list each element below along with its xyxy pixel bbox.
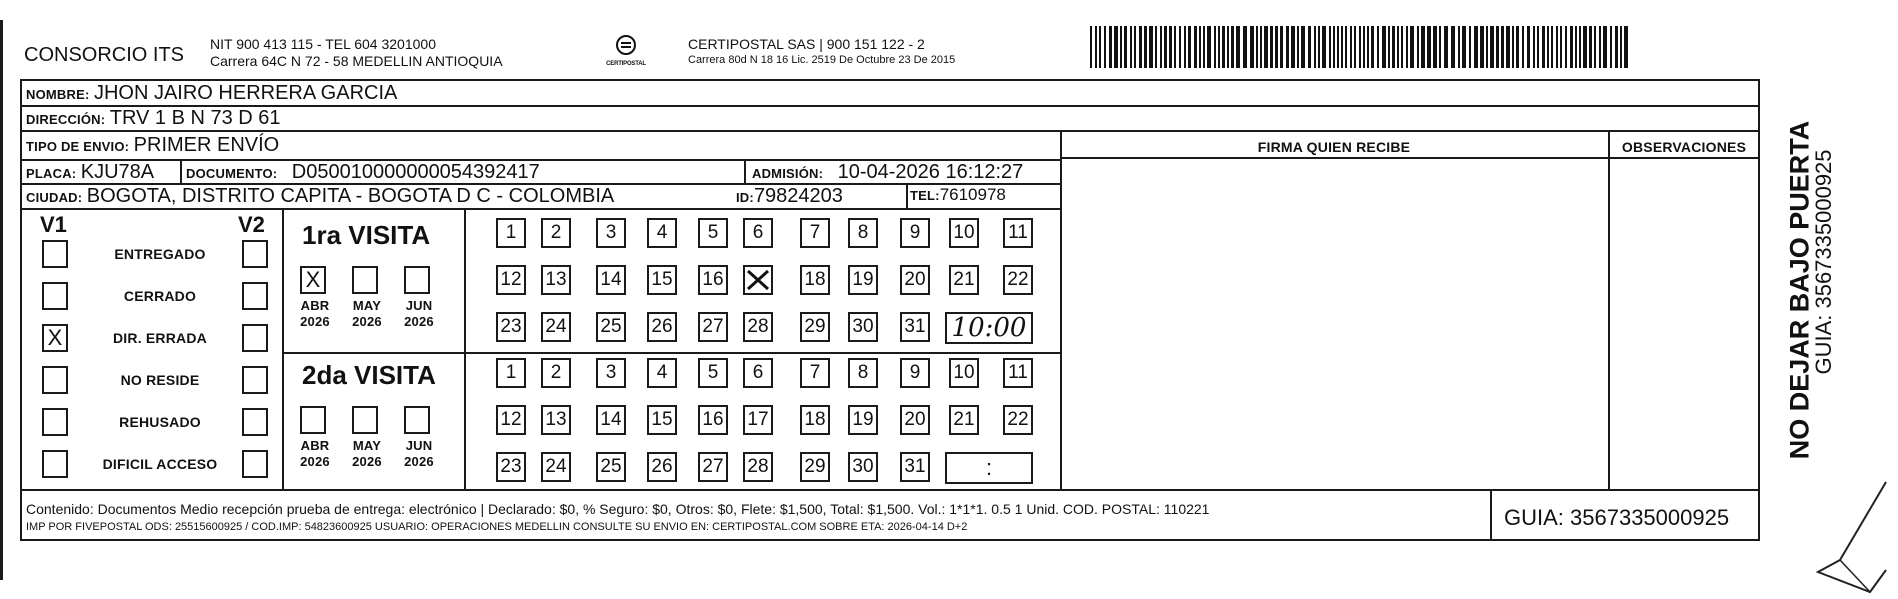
second-day-box[interactable]: 1 xyxy=(496,358,526,388)
barcode-bar xyxy=(1560,26,1562,68)
second-day-box[interactable]: 20 xyxy=(900,405,930,435)
barcode-bar xyxy=(1250,26,1254,68)
reason-label: DIR. ERRADA xyxy=(113,330,207,346)
barcode-bar xyxy=(1624,26,1628,68)
barcode-bar xyxy=(1589,26,1592,68)
first-year-label: 2026 xyxy=(404,314,434,329)
second-day-box[interactable]: 8 xyxy=(848,358,878,388)
first-day-box[interactable]: 14 xyxy=(596,265,626,295)
barcode-bar xyxy=(1231,26,1234,68)
barcode-bar xyxy=(1421,26,1425,68)
first-day-box[interactable]: 18 xyxy=(800,265,830,295)
second-day-box[interactable]: 18 xyxy=(800,405,830,435)
second-month-checkbox[interactable] xyxy=(404,406,430,434)
barcode-bar xyxy=(1155,26,1157,68)
imp-line: IMP POR FIVEPOSTAL ODS: 25515600925 / COD.IMP: 54823600925 USUARIO: OPERACIONES MEDELLIN CONSULTE SU ENVIO EN: CERTIPOSTAL.COM SOBRE ETA: 2026-04-14 D+2 xyxy=(26,521,968,533)
v2-checkbox[interactable] xyxy=(242,282,268,310)
second-day-box[interactable]: 5 xyxy=(698,358,728,388)
barcode-bar xyxy=(1474,26,1478,68)
second-day-box[interactable]: 25 xyxy=(596,452,626,482)
barcode-bar xyxy=(1354,26,1356,68)
barcode-bar xyxy=(1501,26,1504,68)
document-label: DOCUMENTO: xyxy=(186,166,278,181)
barcode-bar xyxy=(1542,26,1545,68)
barcode-bar xyxy=(1397,26,1399,68)
admission-cell xyxy=(752,161,1023,184)
barcode-bar xyxy=(1551,26,1553,68)
barcode-bar xyxy=(1565,26,1567,68)
barcode-bar xyxy=(1575,26,1577,68)
second-day-box[interactable]: 12 xyxy=(496,405,526,435)
barcode-bar xyxy=(1236,26,1240,68)
barcode-bar xyxy=(1297,26,1299,68)
second-day-box[interactable]: 6 xyxy=(743,358,773,388)
barcode-bar xyxy=(1227,26,1229,68)
barcode-bar xyxy=(1458,26,1460,68)
barcode-bar xyxy=(1264,26,1268,68)
corner-fold-mark xyxy=(1810,480,1890,595)
second-day-box[interactable]: 31 xyxy=(900,452,930,482)
barcode-bar xyxy=(1280,26,1283,68)
barcode-bar xyxy=(1599,26,1601,68)
city-label: CIUDAD: xyxy=(26,190,83,205)
footer-guia: GUIA: 3567335000925 xyxy=(1504,505,1730,530)
second-day-box[interactable]: 9 xyxy=(900,358,930,388)
first-month-label: JUN xyxy=(405,298,433,313)
barcode-bar xyxy=(1359,26,1361,68)
document-cell xyxy=(186,161,540,184)
v2-checkbox[interactable] xyxy=(242,366,268,394)
first-day-box[interactable]: 10 xyxy=(949,218,979,248)
first-day-box[interactable]: 15 xyxy=(647,265,677,295)
barcode-bar xyxy=(1164,26,1167,68)
second-day-box[interactable]: 27 xyxy=(698,452,728,482)
first-month-checkbox[interactable] xyxy=(404,266,430,294)
barcode-bar xyxy=(1260,26,1262,68)
barcode-bar xyxy=(1594,26,1596,68)
recipient-address: TRV 1 B N 73 D 61 xyxy=(109,107,281,129)
barcode-bar xyxy=(1547,26,1549,68)
first-day-box[interactable]: 1 xyxy=(496,218,526,248)
barcode-bar xyxy=(1433,26,1437,68)
barcode-bar xyxy=(1144,26,1147,68)
barcode-bar xyxy=(1149,26,1153,68)
v1-checkbox[interactable] xyxy=(42,408,68,436)
barcode-bar xyxy=(1522,26,1524,68)
tel-cell xyxy=(910,185,1006,205)
id-cell xyxy=(736,185,843,208)
first-day-box[interactable]: 31 xyxy=(900,312,930,342)
barcode xyxy=(1090,26,1630,70)
second-day-box[interactable]: 3 xyxy=(596,358,626,388)
second-day-box[interactable]: 15 xyxy=(647,405,677,435)
first-month-checkbox[interactable]: X xyxy=(300,266,326,294)
tel-value: 7610978 xyxy=(939,185,1006,204)
first-day-box[interactable]: 13 xyxy=(541,265,571,295)
second-visit-title: 2da VISITA xyxy=(302,360,436,390)
v1-header: V1 xyxy=(40,212,67,237)
plate-value: KJU78A xyxy=(80,161,155,183)
barcode-bar xyxy=(1583,26,1587,68)
first-month-label: MAY xyxy=(352,298,382,313)
barcode-bar xyxy=(1427,26,1431,68)
v2-checkbox[interactable] xyxy=(242,324,268,352)
first-day-box[interactable]: 26 xyxy=(647,312,677,342)
first-day-box[interactable]: 5 xyxy=(698,218,728,248)
certipostal-logo xyxy=(598,34,654,72)
logo-icon xyxy=(613,34,639,56)
second-day-box[interactable]: 11 xyxy=(1003,358,1033,388)
first-day-box[interactable]: 9 xyxy=(900,218,930,248)
first-day-box[interactable]: 29 xyxy=(800,312,830,342)
second-day-box[interactable]: 21 xyxy=(949,405,979,435)
barcode-bar xyxy=(1537,26,1539,68)
reason-label: NO RESIDE xyxy=(120,372,200,388)
barcode-bar xyxy=(1218,26,1220,68)
second-day-box[interactable]: 4 xyxy=(647,358,677,388)
barcode-bar xyxy=(1308,26,1311,68)
barcode-bar xyxy=(1275,26,1278,68)
logo-text: CERTIPOSTAL xyxy=(606,61,646,67)
barcode-bar xyxy=(1139,26,1142,68)
barcode-bar xyxy=(1120,26,1122,68)
plate-cell xyxy=(26,161,154,184)
barcode-bar xyxy=(1490,26,1494,68)
reason-label: DIFICIL ACCESO xyxy=(102,456,218,472)
barcode-bar xyxy=(1130,26,1132,68)
side-warning: NO DEJAR BAJO PUERTA xyxy=(1784,120,1815,460)
barcode-bar xyxy=(1516,26,1519,68)
barcode-bar xyxy=(1610,26,1612,68)
barcode-bar xyxy=(1095,26,1097,68)
barcode-bar xyxy=(1512,26,1514,68)
second-day-box[interactable]: 16 xyxy=(698,405,728,435)
second-day-box[interactable]: 2 xyxy=(541,358,571,388)
barcode-bar xyxy=(1099,26,1101,68)
barcode-bar xyxy=(1345,26,1347,68)
city-cell xyxy=(26,185,614,208)
second-month-label: MAY xyxy=(352,438,382,453)
first-month-label: ABR xyxy=(300,298,330,313)
name-label: NOMBRE: xyxy=(26,87,90,102)
shipping-label: TIPO DE ENVIO: xyxy=(26,139,130,154)
second-day-box[interactable]: 19 xyxy=(848,405,878,435)
barcode-bar xyxy=(1388,26,1390,68)
v1-checkbox[interactable]: X xyxy=(42,324,68,352)
carrier-address: Carrera 80d N 18 16 Lic. 2519 De Octubre 23 De 2015 xyxy=(688,54,956,66)
first-year-label: 2026 xyxy=(352,314,382,329)
barcode-bar xyxy=(1169,26,1172,68)
barcode-bar xyxy=(1337,26,1339,68)
first-month-checkbox[interactable] xyxy=(352,266,378,294)
first-day-box[interactable]: 2 xyxy=(541,218,571,248)
second-time-box[interactable]: : xyxy=(945,452,1033,484)
company-nit: NIT 900 413 115 - TEL 604 3201000 xyxy=(210,36,436,52)
first-visit-title: 1ra VISITA xyxy=(302,220,431,250)
v2-checkbox[interactable] xyxy=(242,450,268,478)
first-day-box[interactable]: 4 xyxy=(647,218,677,248)
barcode-bar xyxy=(1410,26,1414,68)
barcode-bar xyxy=(1194,26,1197,68)
signature-header: FIRMA QUIEN RECIBE xyxy=(1257,139,1411,155)
barcode-bar xyxy=(1286,26,1289,68)
first-day-box[interactable]: 20 xyxy=(900,265,930,295)
barcode-bar xyxy=(1322,26,1326,68)
barcode-bar xyxy=(1603,26,1607,68)
first-time-box[interactable]: 10:00 xyxy=(945,312,1033,344)
admission-value: 10-04-2026 16:12:27 xyxy=(837,161,1024,183)
second-day-box[interactable]: 13 xyxy=(541,405,571,435)
second-day-box[interactable]: 10 xyxy=(949,358,979,388)
first-day-box[interactable]: 12 xyxy=(496,265,526,295)
content-line: Contenido: Documentos Medio recepción prueba de entrega: electrónico | Declarado: $0, % Seguro: $0, Otros: $0, Flete: $1,500, Total: $1,500. Vol.: 1*1*1. 0.5 1 Unid. COD. POSTAL: 110221 xyxy=(26,501,1210,517)
barcode-bar xyxy=(1184,26,1186,68)
barcode-bar xyxy=(1291,26,1295,68)
barcode-bar xyxy=(1350,26,1352,68)
barcode-bar xyxy=(1480,26,1484,68)
shipping-type: PRIMER ENVÍO xyxy=(133,134,280,156)
plate-label: PLACA: xyxy=(26,166,77,181)
recipient-name: JHON JAIRO HERRERA GARCIA xyxy=(93,82,398,104)
barcode-bar xyxy=(1203,26,1205,68)
city-value: BOGOTA, DISTRITO CAPITA - BOGOTA D C - COLOMBIA xyxy=(86,185,615,207)
barcode-bar xyxy=(1615,26,1618,68)
barcode-bar xyxy=(1222,26,1225,68)
v2-checkbox[interactable] xyxy=(242,240,268,268)
barcode-bar xyxy=(1134,26,1136,68)
barcode-bar xyxy=(1160,26,1162,68)
company-name: CONSORCIO ITS xyxy=(24,44,185,66)
barcode-bar xyxy=(1329,26,1331,68)
second-day-box[interactable]: 24 xyxy=(541,452,571,482)
barcode-bar xyxy=(1270,26,1273,68)
barcode-bar xyxy=(1243,26,1247,68)
second-day-box[interactable]: 23 xyxy=(496,452,526,482)
v1-checkbox[interactable] xyxy=(42,240,68,268)
barcode-bar xyxy=(1377,26,1379,68)
barcode-bar xyxy=(1367,26,1369,68)
second-month-label: ABR xyxy=(300,438,330,453)
barcode-bar xyxy=(1314,26,1316,68)
v1-checkbox[interactable] xyxy=(42,282,68,310)
carrier-name: CERTIPOSTAL SAS | 900 151 122 - 2 xyxy=(688,36,925,52)
side-guia: GUIA: 3567335000925 xyxy=(1811,149,1836,375)
barcode-bar xyxy=(1469,26,1471,68)
barcode-bar xyxy=(1620,26,1622,68)
first-day-box[interactable]: 7 xyxy=(800,218,830,248)
address-label: DIRECCIÓN: xyxy=(26,112,106,127)
observations-header: OBSERVACIONES xyxy=(1621,139,1747,155)
barcode-bar xyxy=(1214,26,1216,68)
barcode-bar xyxy=(1207,26,1211,68)
name-row xyxy=(26,82,397,105)
barcode-bar xyxy=(1444,26,1448,68)
v1-checkbox[interactable] xyxy=(42,450,68,478)
second-year-label: 2026 xyxy=(404,454,434,469)
tel-label: TEL: xyxy=(910,188,940,203)
barcode-bar xyxy=(1109,26,1112,68)
barcode-bar xyxy=(1496,26,1499,68)
first-day-box[interactable]: 11 xyxy=(1003,218,1033,248)
company-address: Carrera 64C N 72 - 58 MEDELLIN ANTIOQUIA xyxy=(210,53,503,69)
barcode-bar xyxy=(1090,26,1092,68)
cross-mark-icon xyxy=(745,267,771,293)
first-day-box[interactable]: 30 xyxy=(848,312,878,342)
barcode-bar xyxy=(1104,26,1106,68)
v2-checkbox[interactable] xyxy=(242,408,268,436)
first-day-box[interactable]: 19 xyxy=(848,265,878,295)
barcode-bar xyxy=(1392,26,1395,68)
v1-checkbox[interactable] xyxy=(42,366,68,394)
barcode-bar xyxy=(1363,26,1365,68)
second-day-box[interactable]: 14 xyxy=(596,405,626,435)
barcode-bar xyxy=(1439,26,1441,68)
second-month-checkbox[interactable] xyxy=(300,406,326,434)
second-day-box[interactable]: 28 xyxy=(743,452,773,482)
barcode-bar xyxy=(1179,26,1181,68)
document-value: D050010000000054392417 xyxy=(291,161,540,183)
second-day-box[interactable]: 7 xyxy=(800,358,830,388)
barcode-bar xyxy=(1462,26,1466,68)
first-day-box[interactable] xyxy=(743,265,773,295)
first-day-box[interactable]: 28 xyxy=(743,312,773,342)
second-day-box[interactable]: 17 xyxy=(743,405,773,435)
barcode-bar xyxy=(1114,26,1118,68)
barcode-bar xyxy=(1371,26,1374,68)
barcode-bar xyxy=(1406,26,1408,68)
barcode-bar xyxy=(1199,26,1201,68)
first-day-box[interactable]: 3 xyxy=(596,218,626,248)
barcode-bar xyxy=(1570,26,1573,68)
second-month-checkbox[interactable] xyxy=(352,406,378,434)
address-row xyxy=(26,107,281,130)
second-month-label: JUN xyxy=(405,438,433,453)
first-day-box[interactable]: 22 xyxy=(1003,265,1033,295)
barcode-bar xyxy=(1527,26,1530,68)
id-value: 79824203 xyxy=(753,185,843,207)
first-day-box[interactable]: 25 xyxy=(596,312,626,342)
barcode-bar xyxy=(1451,26,1455,68)
reason-label: ENTREGADO xyxy=(114,246,206,262)
barcode-bar xyxy=(1256,26,1258,68)
barcode-bar xyxy=(1382,26,1386,68)
barcode-bar xyxy=(1188,26,1191,68)
first-day-box[interactable]: 27 xyxy=(698,312,728,342)
barcode-bar xyxy=(1318,26,1320,68)
second-day-box[interactable]: 30 xyxy=(848,452,878,482)
first-day-box[interactable]: 16 xyxy=(698,265,728,295)
v2-header: V2 xyxy=(238,212,265,237)
first-day-box[interactable]: 8 xyxy=(848,218,878,248)
barcode-bar xyxy=(1174,26,1176,68)
first-year-label: 2026 xyxy=(300,314,330,329)
barcode-bar xyxy=(1579,26,1581,68)
id-label: ID: xyxy=(736,190,754,205)
barcode-bar xyxy=(1417,26,1419,68)
barcode-bar xyxy=(1333,26,1335,68)
second-day-box[interactable]: 26 xyxy=(647,452,677,482)
first-day-box[interactable]: 23 xyxy=(496,312,526,342)
first-day-box[interactable]: 21 xyxy=(949,265,979,295)
reason-label: REHUSADO xyxy=(119,414,201,430)
shipping-row xyxy=(26,134,279,157)
second-day-box[interactable]: 29 xyxy=(800,452,830,482)
first-day-box[interactable]: 24 xyxy=(541,312,571,342)
barcode-bar xyxy=(1556,26,1558,68)
barcode-bar xyxy=(1124,26,1127,68)
reason-label: CERRADO xyxy=(123,288,197,304)
barcode-bar xyxy=(1506,26,1510,68)
second-year-label: 2026 xyxy=(300,454,330,469)
barcode-bar xyxy=(1301,26,1305,68)
barcode-bar xyxy=(1341,26,1343,68)
second-day-box[interactable]: 22 xyxy=(1003,405,1033,435)
barcode-bar xyxy=(1401,26,1403,68)
barcode-bar xyxy=(1486,26,1488,68)
barcode-bar xyxy=(1533,26,1535,68)
first-day-box[interactable]: 6 xyxy=(743,218,773,248)
second-year-label: 2026 xyxy=(352,454,382,469)
admission-label: ADMISIÓN: xyxy=(752,166,824,181)
